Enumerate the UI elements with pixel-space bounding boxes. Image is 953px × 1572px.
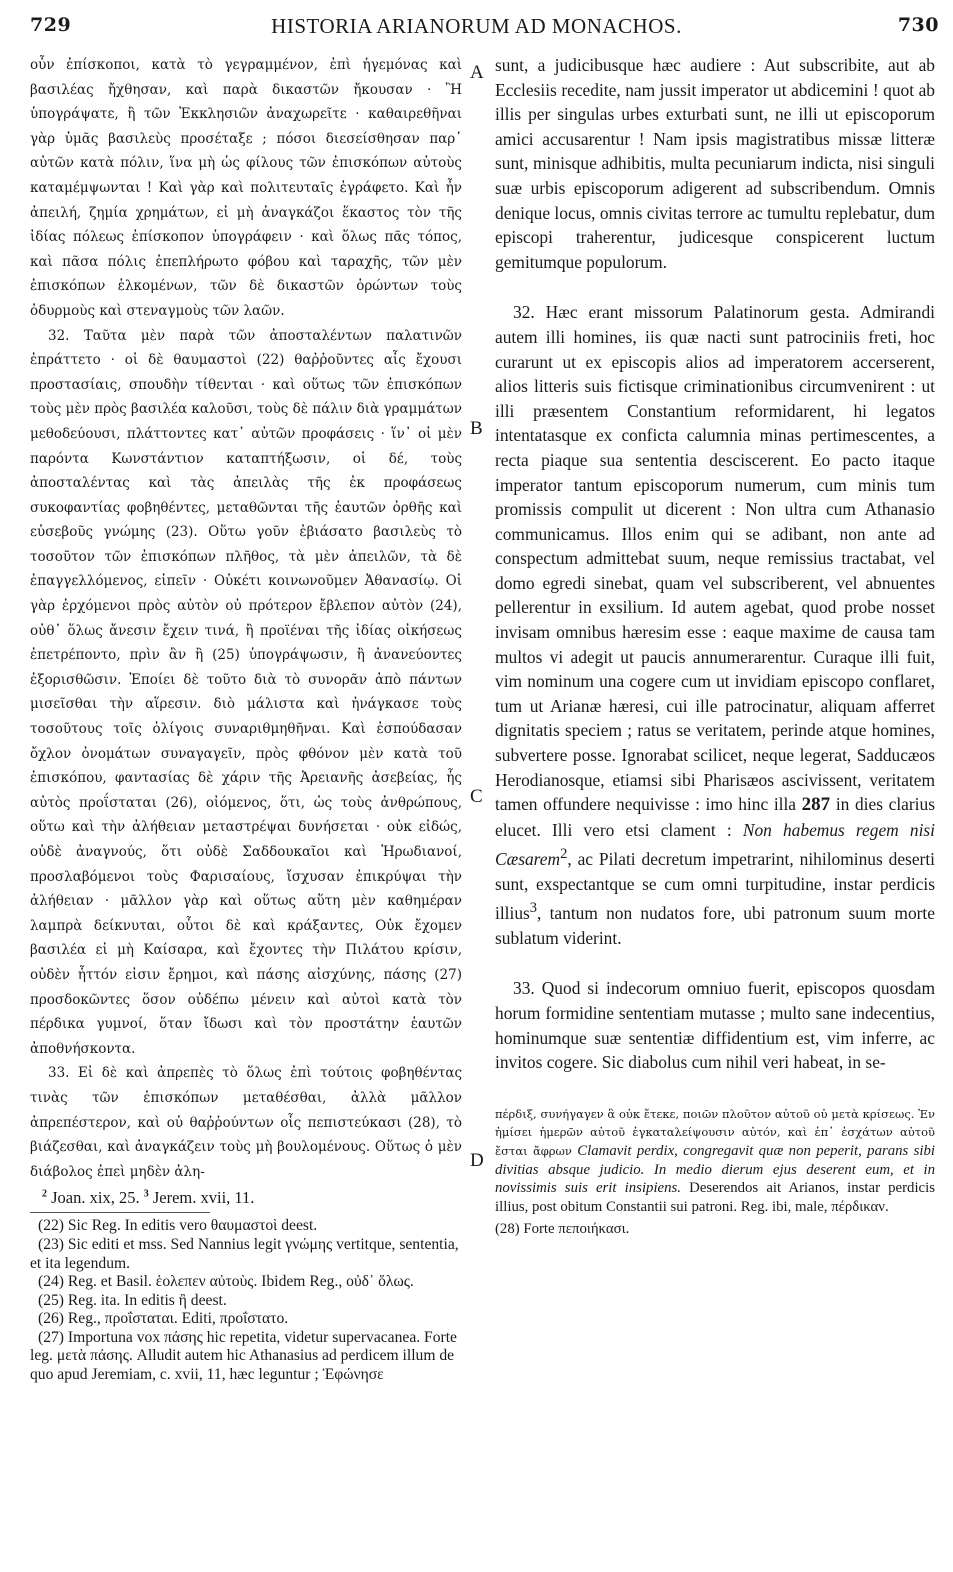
footnote-28: (28) Forte πεποιήκασι. (495, 1221, 630, 1238)
footnote-26: (26) Reg., προΐσταται. Editi, προΐστατο. (38, 1310, 289, 1328)
footnote-27: (27) Importuna vox πάσης hic repetita, videtur supervacanea. Forte leg. μετὰ πάσης. Alludit autem hic Athanasius ad perdicem illum de quo apud Jeremiam, c. xvii, 11, hæc leguntur ; Ἐφώνησε (30, 1328, 457, 1384)
footnote-27-latin: Clamavit perdix, congregavit quæ non peperit, parans sibi divitias absque judicio. In medio dierum ejus deserent eum, et in novissimis suis erit insipiens. (495, 1142, 936, 1197)
note-ref-2: 2 (560, 846, 568, 863)
column-number: 287 (801, 794, 831, 816)
greek-paragraph-31-end: οὖν ἐπίσκοποι, κατὰ τὸ γεγραμμένον, ἐπὶ ἡγεμόνας καὶ βασιλέας ἤχθησαν, καὶ παρὰ δικαστῶν ἤκουσαν · Ἢ ὑπογράψατε, ἢ τῶν Ἐκκλησιῶν ἀναχωρεῖτε · καθαιρεθῆναι γὰρ ὑμᾶς βασιλεὺς προσέταξε ; πόσοι διεσείσθησαν παρ᾽ αὐτῶν κατὰ πόλιν, ἵνα μὴ ὡς φίλους τῶν ἐπισκόπων αὐτοὺς καταμέμψωνται ! Καὶ γὰρ καὶ πολιτευταῖς ἐγράφετο. Καὶ ἦν ἀπειλή, ζημία χρημάτων, εἰ μὴ ἀναγκάζοι ἕκαστος τὸν τῆς ἰδίας πόλεως ἐπίσκοπον ὑπογράφειν · καὶ ὅλως πᾶς τόπος, καὶ πᾶσα πόλις ἐπεπλήρωτο φόβου καὶ ταραχῆς, τῶν μὲν ἐπισκόπων ἑλκομένων, τῶν δὲ δικαστῶν ὁρώντων τοὺς ὀδυρμοὺς καὶ στεναγμοὺς τῶν λαῶν. (30, 57, 462, 319)
latin-paragraph-32-cont: in dies clarius elucet. Illi vero etsi clament : (495, 794, 935, 840)
footnote-27-cont (495, 1105, 935, 1217)
latin-footnotes (495, 1105, 935, 1239)
footnotes (30, 1217, 462, 1384)
scripture-references (42, 1188, 462, 1208)
scripture-ref-john: Joan. xix, 25. (51, 1188, 140, 1208)
footnote-23: (23) Sic editi et mss. Sed Nannius legit γνώμης vertitque, sententia, et ita legendum. (30, 1235, 459, 1272)
footnote-27-greek: πέρδιξ, συνήγαγεν ἃ οὐκ ἔτεκε, ποιῶν πλοῦτον αὐτοῦ οὐ μετὰ κρίσεως. Ἐν ἡμίσει ἡμερῶν αὐτοῦ ἐγκαταλείψουσιν αὐτόν, καὶ ἐπ᾽ ἐσχάτων αὐτοῦ ἔσται ἄφρων (495, 1106, 935, 1158)
page-number-left: 729 (30, 14, 72, 36)
scripture-ref-marker-2: 2 (42, 1188, 47, 1200)
running-title: HISTORIA ARIANORUM AD MONACHOS. (271, 14, 682, 38)
footnote-24: (24) Reg. et Basil. ἑολεπεν αὐτοὺς. Ibidem Reg., οὐδ᾽ ὅλως. (38, 1273, 414, 1291)
footnote-rule (30, 1212, 210, 1213)
latin-paragraph-32-end: , tantum non nudatos fore, ubi patronum suum morte sublatum viderint. (495, 903, 935, 948)
footnote-27-tail: Deserendos ait Arianos, instar perdicis illius, post obitum Constantii sui patroni. Reg. ibi, male, πέρδικαν. (495, 1180, 935, 1215)
footnote-22: (22) Sic Reg. In editis vero θαυμαστοὶ deest. (38, 1217, 318, 1235)
page-number-right: 730 (897, 14, 939, 36)
latin-quote-caesar: Non habemus regem nisi Cæsarem (495, 819, 935, 870)
latin-paragraph-32 (495, 300, 935, 950)
margin-marker-a: A (470, 62, 484, 83)
latin-column (495, 53, 935, 1243)
page-header (0, 0, 953, 50)
latin-paragraph-32-text: 32. Hæc erant missorum Palatinorum gesta. Admirandi autem illi homines, iis quæ nacti sunt patrociniis freti, hoc curarunt ut ex episcopis alios ad imperatorem accerserent, alios litteris suis fictisque criminationibus circumvenirent : ut illi præsentem Constantium reformidarent, hi legatos intentatasque ex conficta calumnia minas pertimescentes, a recta piaque sua sententia desciscerent. Eo pacto itaque imperator tantum episcoporum numerum, cum minis tum promissis compulit ut dicerent : Non ultra cum Athanasio communicamus. Illos enim qui se adibant, non ante ad conspectum admittebat suum, neque remissius tractabat, vel domo egredi sinebat, quam vel subscriberent, vel abnuentes pellerentur in exsilium. Id autem agebat, quod probe nosset invisam omnibus hæresim esse : eaque maxime de causa tam multos vi adegit ut paucis annumerarentur. Curaque illi fuit, vim nominum una cogere cum ut invidiam episcopo conflaret, tum ut Arianæ hæresi, cui ille patrocinatur, aliquam afferret dignitatis speciem ; ratus se veritatem, perinde atque homines, subvertere posse. Ignorabat scilicet, neque legerat, Sadducæos Herodianosque, etiamsi sibi Pharisæos ascivissent, veritatem tamen offundere nequivisse : imo hinc illa (495, 302, 935, 815)
note-ref-3: 3 (529, 900, 538, 917)
greek-paragraph-33: 33. Εἰ δὲ καὶ ἀπρεπὲς τὸ ὅλως ἐπὶ τούτοις φοβηθέντας τινὰς τῶν ἐπισκόπων μεταθέσθαι, ἀλλὰ μᾶλλον ἀπρεπέστερον, καὶ οὐ θαῤῥούντων οἷς πεπιστεύκασι (28), τὸ βιάζεσθαι, καὶ ἀναγκάζειν τοὺς μὴ βουλομένους. Οὕτως ὁ μὲν διάβολος ἐπεὶ μηδὲν ἀλη- (30, 1065, 462, 1180)
greek-paragraph-32: 32. Ταῦτα μὲν παρὰ τῶν ἀποσταλέντων παλατινῶν ἐπράττετο · οἱ δὲ θαυμαστοὶ (22) θαῤῥοῦντες αἷς ἔχουσι προστασίαις, σπουδὴν τίθενται · καὶ οὕτως τῶν ἐπισκόπων τοὺς μὲν πρὸς βασιλέα καλοῦσι, τοὺς δὲ πάλιν διὰ γραμμάτων μεθοδεύουσι, πλάττοντες κατ᾽ αὐτῶν προφάσεις · ἵν᾽ οἱ μὲν παρόντα Κωνστάντιον καταπτήξωσιν, οἱ δέ, τοὺς ἀποσταλέντας καὶ τὰς ἀπειλὰς τῆς ἐκ προφάσεως συκοφαντίας φοβηθέντες, μεταθῶνται τῆς ἑαυτῶν ὀρθῆς καὶ εὐσεβοῦς γνώμης (23). Οὕτω γοῦν ἐβιάσατο βασιλεὺς τὸ τοσοῦτον τῶν ἐπισκόπων πλῆθος, τὰ μὲν ἀπειλῶν, τὰ δὲ ἐπαγγελλόμενος, εἰπεῖν · Οὐκέτι κοινωνοῦμεν Ἀθανασίῳ. Οἱ γὰρ ἐρχόμενοι πρὸς αὐτὸν οὐ πρότερον ἔβλεπον αὐτὸν (24), οὐθ᾽ ὅλως ἄνεσιν ἔχειν τινά, ἢ προϊέναι τῆς ἰδίας οἰκήσεως ἐπετρέποντο, πρὶν ἂν ἢ (25) ὑπογράψωσιν, ἢ ἀνανεύοντες ἐξορισθῶσιν. Ἐποίει δὲ τοῦτο διὰ τὸ συνορᾶν ἀπὸ πάντων μισεῖσθαι τὴν αἵρεσιν. διὸ μάλιστα καὶ ἠνάγκασε τοὺς τοσοῦτους τοῖς ὀλίγοις συναριθμηθῆναι. Καὶ ἐσπούδασαν ὄχλον ὀνομάτων συναγαγεῖν, πρὸς φθόνον μὲν κατὰ τοῦ ἐπισκόπου, φαντασίας δὲ χάριν τῆς Ἀρειανῆς ἀσεβείας, ἧς αὐτὸς προΐσταται (26), οἰόμενος, ὅτι, ὡς τοὺς ἀνθρώπους, οὕτω καὶ τὴν ἀλήθειαν μεταστρέψαι δυνήσεται · οὐκ εἰδώς, οὐδὲ ἀναγνούς, ὅτι οὐδὲ Σαδδουκαῖοι καὶ Ἡρωδιανοί, προσλαβόμενοι τοὺς Φαρισαίους, ἴσχυσαν ἐπικρύψαι τὴν ἀλήθειαν · μᾶλλον γὰρ καὶ οὕτως αὕτη μὲν καθημέραν λαμπρὰ δείκνυται, οὗτοι δὲ καὶ κράξαντες, Οὐκ ἔχομεν βασιλέα εἰ μὴ Καίσαρα, καὶ ἔχοντες τὴν Πιλάτου κρίσιν, οὐδὲν ἧττόν εἰσιν ἔρημοι, καὶ πάσης αἰσχύνης, πάσης (27) προσδοκῶντες ὅσον οὐδέπω μένειν καὶ αὐτοὶ κατὰ τὸν πέρδικα γυμνοί, ὅταν ἴδωσι καὶ τὸν προστάτην ἑαυτῶν ἀποθνήσκοντα. (30, 327, 462, 1057)
latin-paragraph-31-end: sunt, a judicibusque hæc audiere : Aut subscribite, aut ab Ecclesiis recedite, nam jussit imperator ut abdicemini ! quot ab illis per singulas urbes exturbati sunt, ne illi ut episcoporum amici accusarentur ! Nam ipsis magistratibus missæ litteræ sunt, minisque adhibitis, multa pecuniarum indicta, nisi singuli suæ urbis episcoporum adigerent ad subscribendum. Omnis denique locus, omnis civitas terrore ac tumultu replebatur, dum episcopi traherentur, judicesque conspicerent luctum gemitumque populorum. (495, 55, 935, 272)
latin-paragraph-33: 33. Quod si indecorum omniuo fuerit, episcopos quosdam horum formidine sententiam mutasse ; multo sane indecentius, hominumque suæ sententiæ diffidentium est, vim inferre, ac invitos cogere. Sic diabolus cum nihil veri habeat, in se- (495, 978, 935, 1073)
greek-column (30, 53, 462, 1385)
margin-marker-c: C (470, 786, 483, 807)
scripture-ref-marker-3: 3 (143, 1188, 149, 1200)
margin-marker-d: D (470, 1150, 484, 1171)
latin-paragraph-32-cont2: , ac Pilati decretum impetrarint, nihilominus deserti sunt, exspectantque se cum omni turpitudine, instar perdicis illius (495, 849, 935, 924)
scripture-ref-jeremiah: Jerem. xvii, 11. (152, 1188, 255, 1208)
footnote-25: (25) Reg. ita. In editis ἢ deest. (38, 1291, 227, 1309)
margin-marker-b: B (470, 418, 483, 439)
